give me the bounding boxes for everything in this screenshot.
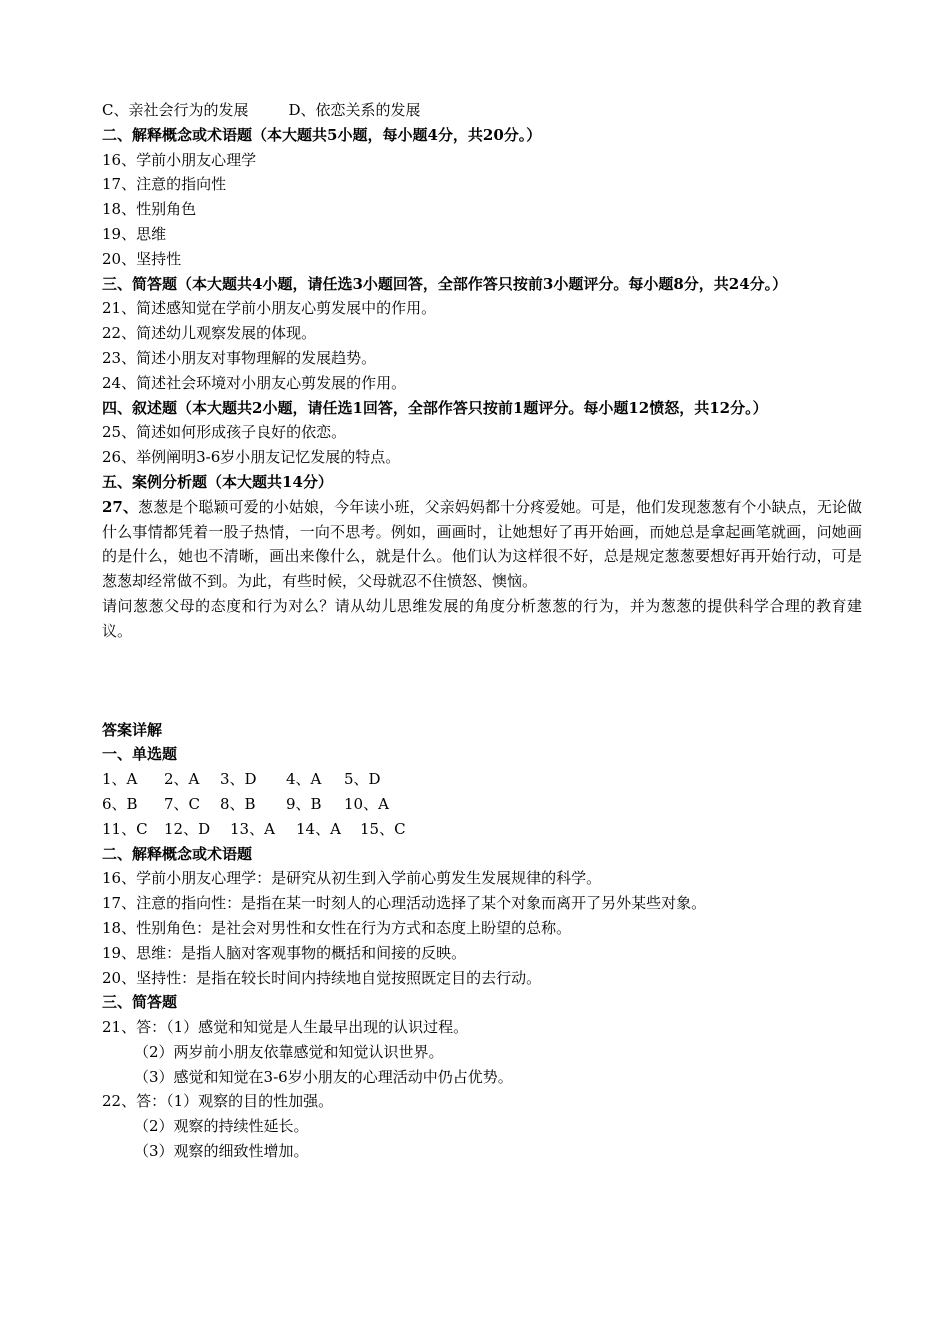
document-page bbox=[102, 98, 862, 1164]
list-item: 26、举例阐明3-6岁小朋友记忆发展的特点。 bbox=[102, 448, 401, 467]
answer-cell: 15、C bbox=[360, 819, 406, 838]
list-item: （2）观察的持续性延长。 bbox=[134, 1117, 309, 1136]
q15-options bbox=[102, 98, 862, 123]
case-question: 请问葱葱父母的态度和行为对么？请从幼儿思维发展的角度分析葱葱的行为，并为葱葱的提供科学合理的教育建议。 bbox=[102, 596, 862, 640]
list-item: 17、注意的指向性：是指在某一时刻人的心理活动选择了某个对象而离开了另外某些对象。 bbox=[102, 894, 707, 913]
answer-cell: 8、B bbox=[220, 794, 256, 813]
list-item: 20、坚持性 bbox=[102, 249, 182, 268]
list-item: 22、简述幼儿观察发展的体现。 bbox=[102, 324, 317, 343]
list-item: 16、学前小朋友心理学 bbox=[102, 150, 257, 169]
list-item: 21、简述感知觉在学前小朋友心剪发展中的作用。 bbox=[102, 299, 437, 318]
section3-heading: 三、简答题（本大题共4小题，请任选3小题回答，全部作答只按前3小题评分。每小题8分，共24分。） bbox=[102, 274, 788, 293]
mc-heading: 一、单选题 bbox=[102, 745, 178, 764]
list-item: 19、思维：是指人脑对客观事物的概括和间接的反映。 bbox=[102, 943, 467, 962]
section2-heading: 二、解释概念或术语题（本大题共5小题，每小题4分，共20分。） bbox=[102, 125, 542, 144]
answers-title: 答案详解 bbox=[102, 720, 163, 739]
option-c: C、亲社会行为的发展 bbox=[102, 101, 249, 119]
list-item: 22、答：（1）观察的目的性加强。 bbox=[102, 1092, 334, 1111]
answer-cell: 7、C bbox=[164, 794, 201, 813]
concept-heading: 二、解释概念或术语题 bbox=[102, 844, 253, 863]
list-item: （3）感觉和知觉在3-6岁小朋友的心理活动中仍占优势。 bbox=[134, 1067, 513, 1086]
spacer bbox=[102, 644, 862, 718]
answer-cell: 13、A bbox=[230, 819, 275, 838]
list-item: 17、注意的指向性 bbox=[102, 175, 227, 194]
section4-heading: 四、叙述题（本大题共2小题，请任选1回答，全部作答只按前1题评分。每小题12愤怒，共12分。） bbox=[102, 398, 768, 417]
list-item: 20、坚持性：是指在较长时间内持续地自觉按照既定目的去行动。 bbox=[102, 968, 542, 987]
answer-cell: 5、D bbox=[344, 770, 381, 789]
answer-cell: 6、B bbox=[102, 794, 138, 813]
answer-row bbox=[102, 817, 862, 842]
option-d: D、依恋关系的发展 bbox=[288, 101, 421, 119]
answer-cell: 10、A bbox=[344, 794, 389, 813]
answer-cell: 3、D bbox=[220, 770, 257, 789]
answer-cell: 11、C bbox=[102, 819, 148, 838]
answer-cell: 4、A bbox=[286, 770, 322, 789]
list-item: 19、思维 bbox=[102, 224, 167, 243]
q27-number: 27、 bbox=[102, 497, 139, 516]
answer-cell: 9、B bbox=[286, 794, 322, 813]
list-item: 18、性别角色 bbox=[102, 200, 197, 219]
answer-cell: 2、A bbox=[164, 770, 200, 789]
list-item: （3）观察的细致性增加。 bbox=[134, 1142, 309, 1161]
answer-row bbox=[102, 767, 862, 792]
answer-cell: 1、A bbox=[102, 770, 138, 789]
section5-heading: 五、案例分析题（本大题共14分） bbox=[102, 472, 333, 491]
list-item: 16、学前小朋友心理学：是研究从初生到入学前心剪发生发展规律的科学。 bbox=[102, 869, 602, 888]
answer-cell: 14、A bbox=[296, 819, 341, 838]
list-item: 18、性别角色：是社会对男性和女性在行为方式和态度上盼望的总称。 bbox=[102, 918, 572, 937]
list-item: 23、简述小朋友对事物理解的发展趋势。 bbox=[102, 348, 377, 367]
list-item: 25、简述如何形成孩子良好的依恋。 bbox=[102, 423, 347, 442]
short-answer-heading: 三、简答题 bbox=[102, 993, 178, 1012]
answer-cell: 12、D bbox=[164, 819, 211, 838]
list-item: （2）两岁前小朋友依靠感觉和知觉认识世界。 bbox=[134, 1042, 444, 1061]
list-item: 21、答：（1）感觉和知觉是人生最早出现的认识过程。 bbox=[102, 1018, 469, 1037]
q27-text: 葱葱是个聪颖可爱的小姑娘，今年读小班，父亲妈妈都十分疼爱她。可是，他们发现葱葱有个小缺点，无论做什么事情都凭着一股子热情，一向不思考。例如，画画时，让她想好了再开始画，而她总是拿起画笔就画，问她画的是什么，她也不清晰，画出来像什么，就是什么。他们认为这样很不好，总是规定葱葱要想好再开始行动，可是葱葱却经常做不到。为此，有些时候，父母就忍不住愤怒、懊恼。 bbox=[102, 497, 862, 591]
case-paragraph bbox=[102, 495, 862, 594]
answer-row bbox=[102, 792, 862, 817]
list-item: 24、简述社会环境对小朋友心剪发展的作用。 bbox=[102, 373, 407, 392]
